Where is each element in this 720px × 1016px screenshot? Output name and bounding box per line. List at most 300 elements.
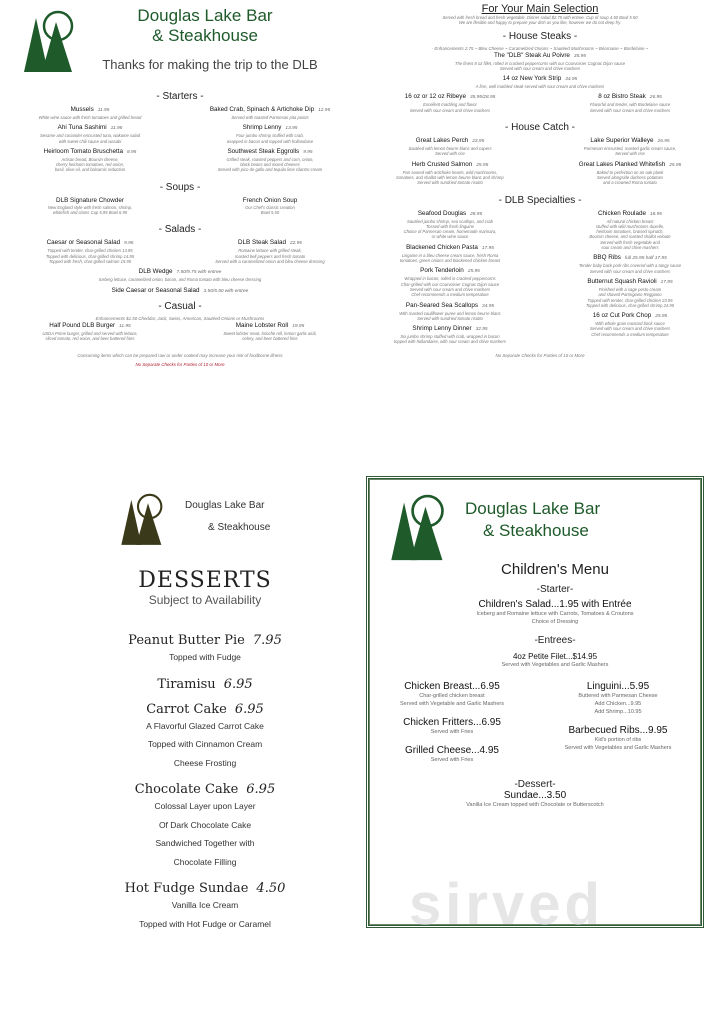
pine-trees-logo-icon — [387, 491, 451, 563]
item-row — [0, 197, 360, 220]
item-title — [0, 124, 180, 133]
intro-line: We are flexible and happy to prepare your dish as you like, however we do not deep fry. — [458, 20, 622, 26]
item-name: DLB Signature Chowder — [56, 196, 124, 204]
menu-item — [0, 239, 180, 264]
item-price: full 25.95 half 17.95 — [624, 256, 667, 262]
item-title — [360, 267, 540, 276]
item-description: Served with sundried tomato risotto — [417, 180, 483, 186]
item-row — [360, 161, 720, 190]
menu-item — [360, 244, 540, 264]
item-column — [180, 239, 360, 268]
section-heading: - Salads - — [158, 224, 202, 236]
item-title — [0, 287, 360, 296]
item-column — [540, 210, 720, 349]
menu-section — [360, 122, 720, 189]
pine-trees-logo-icon — [20, 8, 80, 74]
item-description: Chef recommends a medium temperature — [591, 331, 669, 337]
item-name: Barbecued Ribs...9.95 — [568, 725, 668, 736]
dessert-title — [90, 702, 320, 717]
item-description: and shaved Parmigiano Reggiano — [598, 292, 662, 298]
item-description: Kid's portion of ribs — [594, 737, 642, 743]
item-description: Served with toasted Parmesan pita points — [231, 115, 309, 120]
item-description: wrapped in bacon and topped with hollandaise — [226, 138, 314, 144]
item-name: Pan-Seared Sea Scallops — [405, 301, 479, 309]
item-description: Add Shrimp...10.95 — [594, 709, 642, 715]
item-description: or white wine sauce — [431, 234, 469, 240]
restaurant-name-line2: & Steakhouse — [208, 522, 271, 533]
item-title — [180, 239, 360, 248]
item-description: black beans and mixed cheeses — [240, 162, 300, 168]
item-column — [540, 137, 720, 161]
item-name: Herb Crusted Salmon — [411, 160, 473, 168]
menu-item — [0, 148, 180, 173]
item-description: with sweet chili sauce and wasabi — [58, 138, 122, 144]
dessert-price: 6.95 — [223, 676, 253, 692]
menu-section — [360, 31, 720, 117]
item-title — [540, 278, 720, 287]
item-title — [0, 239, 180, 248]
item-column — [0, 239, 180, 268]
item-description: Topped with tender, char-grilled chicken 23.95 — [587, 297, 673, 303]
item-title — [360, 210, 540, 219]
dessert-description: Vanilla Ice Cream — [171, 900, 239, 910]
item-price: 26.95 — [649, 95, 662, 101]
desserts-heading: DESSERTS — [138, 568, 272, 593]
childrens-menu-page — [366, 476, 704, 937]
item-description: A firm, well marbled steak served with sour cream and chive mashers — [475, 84, 605, 90]
item-price: 34.95 — [482, 303, 495, 309]
dessert-item — [90, 702, 320, 773]
menu-item — [0, 106, 180, 120]
menu-section — [0, 91, 360, 177]
item-description: roasted bell peppers and fresh tomato — [234, 253, 306, 259]
item-description: Vanilla Ice Cream topped with Chocolate or Butterscotch — [466, 802, 604, 808]
watermark: sirved — [409, 872, 604, 937]
item-title — [360, 325, 540, 334]
item-description: Topped with delicious, char-grilled shrimp 24.95 — [585, 302, 675, 308]
item-name: Chicken Breast...6.95 — [404, 681, 500, 692]
item-description: Sesame and coriander encrusted tuna, wakame salad — [39, 133, 141, 139]
item-description: Served with sour cream and chive mashers — [589, 107, 671, 113]
item-price: 17.95 — [481, 245, 494, 251]
item-price: 25.95 — [655, 314, 668, 320]
menu-item — [0, 268, 360, 282]
item-description: Pan seared with artichoke hearts, wild mushrooms, — [402, 169, 498, 175]
item-row — [360, 93, 720, 117]
item-description: Sautéed with lemon beurre blanc and capers — [408, 146, 492, 152]
item-name: Heirloom Tomato Bruschetta — [43, 147, 123, 155]
menu-item — [180, 322, 360, 342]
item-price: 22.95 — [289, 241, 302, 247]
item-name: Blackened Chicken Pasta — [406, 243, 478, 251]
item-column — [0, 106, 180, 124]
item-title — [0, 148, 180, 157]
item-price: 26.95 — [657, 139, 670, 145]
restaurant-name: Douglas Lake Bar — [137, 6, 273, 25]
item-description: celery, and beer battered fries — [242, 335, 298, 341]
item-price: 35.95 — [573, 53, 586, 59]
main-menu-left-page — [0, 0, 360, 368]
item-name: Chicken Fritters...6.95 — [403, 717, 501, 728]
item-description: Flavorful and tender, with Bordelaise sauce — [589, 102, 671, 108]
section-note: Enhancements $1.50 Cheddar, Jack, Swiss, American, Sautéed Onions or Mushrooms — [95, 315, 265, 321]
menu-section — [360, 195, 720, 349]
main-selection-title: For Your Main Selection — [481, 3, 599, 15]
item-name: BBQ Ribs — [593, 254, 621, 262]
menu-item — [360, 267, 540, 297]
item-description: Grilled steak, roasted peppers and corn, onion, — [226, 156, 314, 162]
menu-item — [360, 161, 540, 186]
item-description: All natural chicken breast — [606, 218, 654, 224]
item-description: Served with Vegetables and Garlic Mashers — [564, 745, 672, 751]
item-name: 14 oz New York Strip — [502, 75, 562, 83]
item-description: Served with Vegetable and Garlic Mashers — [400, 701, 504, 707]
item-title — [0, 106, 180, 115]
item-row — [0, 322, 360, 346]
kids-menu-item — [369, 717, 535, 736]
item-column — [540, 161, 720, 190]
dessert-name: Hot Fudge Sundae — [124, 881, 249, 896]
item-description: New England style with fresh salmon, shrimp, — [47, 204, 133, 210]
item-column — [180, 197, 360, 220]
item-description: Tossed with fresh linguine — [425, 223, 475, 229]
main-menu-right-page — [360, 0, 720, 359]
item-name: 16 oz Cut Pork Chop — [592, 312, 652, 320]
item-description: Topped with fresh, char-grilled salmon 15.95 — [48, 258, 132, 264]
dessert-price: 4.50 — [256, 881, 286, 896]
item-title — [360, 75, 720, 84]
menu-item — [540, 137, 720, 157]
item-name: The "DLB" Steak Au Poivre — [494, 51, 570, 59]
item-column — [180, 124, 360, 148]
menu-sections — [360, 31, 720, 349]
dessert-item — [90, 881, 320, 933]
menu-item — [360, 210, 540, 240]
item-name: Pork Tenderloin — [420, 267, 464, 275]
item-column — [0, 148, 180, 177]
item-description: Served with sour cream and chive mashers — [409, 107, 491, 113]
menu-item — [360, 93, 540, 113]
section-heading: - House Catch - — [504, 122, 576, 134]
item-description: Choice of Dressing — [531, 619, 579, 625]
item-description: Iceberg lettuce, caramelized onion, bacon, and Roma tomato with bleu cheese dressing — [98, 277, 262, 283]
item-price: 23.95 — [472, 139, 485, 145]
item-description: tomatoes, green onions and blackened chicken breast — [399, 258, 501, 264]
item-description: Excellent marbling and flavor — [423, 102, 477, 108]
dessert-menu-page — [90, 480, 320, 933]
dessert-price: 7.95 — [252, 633, 282, 648]
item-price: 11.95 — [97, 108, 110, 113]
menu-item — [0, 124, 180, 144]
item-column — [360, 93, 540, 117]
item-name: Butternut Squash Ravioli — [587, 277, 657, 285]
item-price: 19.95 — [292, 323, 305, 329]
item-title — [360, 161, 540, 170]
item-description: Parmesan encrusted, roasted garlic cream sauce, — [583, 146, 677, 152]
item-description: Our Chef's classic creation — [245, 204, 295, 210]
section-heading: - Soups - — [159, 181, 201, 193]
item-name: Chicken Roulade — [598, 209, 646, 217]
item-description: Topped with tender, char-grilled chicken 13.95 — [47, 248, 133, 254]
item-description: tomatoes, and shallot with lemon beurre blanc and shrimp — [396, 174, 504, 180]
menu-item — [0, 287, 360, 296]
section-heading: - Casual - — [158, 300, 202, 312]
menu-section — [0, 182, 360, 220]
item-title — [540, 161, 720, 170]
item-name: Grilled Cheese...4.95 — [405, 745, 499, 756]
item-price: 28.95 — [470, 211, 483, 217]
item-name: Caesar or Seasonal Salad — [46, 239, 121, 247]
item-description: Served with rice — [615, 151, 645, 157]
item-column — [360, 210, 540, 349]
item-name: French Onion Soup — [242, 196, 298, 204]
entrees-left-column — [369, 681, 535, 773]
item-description: Linguine in a bleu cheese cream sauce, fresh Roma — [401, 252, 499, 258]
menu-item — [180, 239, 360, 264]
item-description: Sweet lobster meat, brioche roll, lemon garlic aioli, — [223, 330, 317, 336]
item-price: 8.95 — [127, 149, 137, 155]
item-price: 11.95 — [119, 323, 131, 329]
item-description: Char-grilled with our Courvoisier Cognac Dijon sauce — [400, 281, 500, 287]
item-title — [360, 244, 540, 253]
menu-item — [360, 302, 540, 322]
item-description: With whole grain mustard bock sauce — [595, 321, 665, 327]
item-description: Wrapped in bacon, rolled in cracked peppercorns — [404, 276, 496, 282]
item-name: Sundae...3.50 — [503, 790, 567, 801]
item-title — [540, 312, 720, 321]
item-description: Served with sour cream and chive mashers — [589, 326, 671, 332]
dessert-description: Sandwiched Together with — [155, 838, 255, 848]
dessert-title — [90, 633, 320, 648]
item-description: Choice of Parmesan cream, homemade marinara, — [403, 229, 497, 235]
childrens-menu-title: Children's Menu — [501, 561, 609, 578]
item-description: Tender baby back pork ribs covered with a tangy sauce — [578, 263, 682, 269]
item-title — [180, 124, 360, 133]
item-description: Artisan bread, Boursin cheese, — [61, 156, 119, 162]
dessert-name: Carrot Cake — [146, 701, 227, 717]
menu-item — [0, 197, 180, 216]
item-description: Served with sour cream and chive mashers — [589, 268, 671, 274]
item-name: Mussels — [70, 106, 94, 113]
item-title — [0, 268, 360, 277]
item-name: Seafood Douglas — [417, 209, 467, 217]
dessert-description: Cheese Frosting — [173, 757, 237, 768]
menu-item — [360, 75, 720, 89]
item-column — [0, 322, 180, 346]
item-name: Children's Salad...1.95 with Entrée — [478, 599, 632, 610]
menu-sections — [0, 91, 360, 345]
separate-checks-notice: No Separate Checks for Parties of 10 or More — [135, 362, 225, 368]
item-row — [0, 106, 360, 124]
item-description: cherry heirloom tomatoes, red onion, — [55, 162, 125, 168]
item-title — [180, 148, 360, 157]
item-title — [360, 302, 540, 311]
item-title — [540, 137, 720, 146]
item-description: Served with pico de gallo and tequila lime cilantro cream — [217, 167, 323, 173]
item-description: sliced tomato, red onion, and beer battered fries — [45, 335, 135, 341]
item-price: 13.95 — [285, 126, 298, 132]
item-name: Baked Crab, Spinach & Artichoke Dip — [209, 106, 315, 113]
item-description: Six jumbo shrimp stuffed with crab, wrapped in bacon — [400, 334, 500, 340]
item-description: Finished with a sage pesto cream — [598, 286, 662, 292]
item-description: Romaine lettuce with grilled steak, — [238, 248, 302, 254]
item-description: stuffed with wild mushrooms duxelle, — [595, 223, 665, 229]
item-price: 9.95 — [303, 149, 313, 155]
item-price: 25.95 — [476, 162, 489, 168]
item-title — [360, 93, 540, 102]
dessert-name: Tiramisu — [157, 676, 216, 692]
section-heading: - Starters - — [156, 91, 204, 102]
dessert-list — [90, 633, 320, 933]
item-description: Baked to perfection on an oak plank — [596, 169, 664, 175]
item-column — [360, 137, 540, 161]
item-name: Southwest Steak Eggrolls — [227, 147, 300, 155]
menu-item — [540, 93, 720, 113]
item-row — [360, 137, 720, 161]
item-name: Great Lakes Perch — [415, 137, 469, 145]
item-row — [0, 239, 360, 268]
item-price: 32.95 — [475, 327, 488, 333]
item-name: Linguini...5.95 — [586, 681, 650, 692]
item-price: 12.95 — [318, 108, 331, 113]
item-description: Served with sour cream and chive mashers — [499, 65, 581, 71]
kids-menu-item — [369, 681, 535, 708]
item-title — [180, 197, 360, 205]
menu-section — [0, 301, 360, 346]
dessert-item — [90, 633, 320, 667]
menu-item — [180, 124, 360, 144]
item-description: Served with rice — [435, 151, 465, 157]
item-name: Shrimp Lenny Dinner — [412, 325, 472, 333]
item-description: Served with fresh vegetable and — [600, 239, 660, 245]
item-description: Bowl 5.50 — [260, 210, 280, 216]
item-title — [360, 52, 720, 61]
item-row — [0, 148, 360, 177]
item-description: Served with sour cream and chive mashers — [409, 286, 491, 292]
item-column — [0, 197, 180, 220]
item-column — [180, 322, 360, 346]
dessert-price: 6.95 — [234, 701, 264, 717]
separate-checks-notice: No Separate Checks for Parties of 10 or More — [495, 352, 585, 358]
item-price: 17.95 — [660, 279, 673, 285]
dessert-heading: -Dessert- — [514, 779, 556, 790]
restaurant-name: Douglas Lake Bar — [185, 500, 265, 511]
dessert-description: Topped with Fudge — [169, 652, 241, 662]
item-description: Served with sundried tomato risotto — [417, 315, 483, 321]
item-column — [360, 161, 540, 190]
menu-item — [0, 322, 180, 342]
item-name: DLB Steak Salad — [238, 239, 286, 247]
item-title — [540, 254, 720, 263]
menu-item — [180, 148, 360, 173]
item-name: Maine Lobster Roll — [235, 321, 289, 329]
item-description: Chef recommends a medium temperature — [411, 292, 489, 298]
dessert-name: Peanut Butter Pie — [128, 633, 245, 648]
dessert-price: 6.95 — [246, 782, 276, 797]
pine-trees-logo-icon — [118, 490, 168, 548]
dessert-description: Colossal Layer upon Layer — [154, 801, 256, 811]
menu-section — [0, 224, 360, 295]
menu-item — [540, 278, 720, 308]
item-price: 34.95 — [565, 77, 578, 83]
desserts-subheading: Subject to Availability — [148, 593, 262, 607]
dessert-description: Topped with Cinnamon Cream — [147, 739, 263, 749]
item-price: 7.50/9.75 with entree — [176, 270, 222, 276]
item-price: 25.95 — [669, 162, 682, 168]
item-description: Sautéed jumbo shrimp, sea scallops, and crab — [407, 218, 493, 224]
item-column — [540, 93, 720, 117]
dessert-description: Of Dark Chocolate Cake — [158, 819, 252, 830]
item-description: Char-grilled chicken breast — [419, 693, 485, 699]
dessert-name: Chocolate Cake — [134, 782, 239, 797]
item-description: Served alongside duchess potatoes — [596, 174, 664, 180]
tagline: Thanks for making the trip to the DLB — [102, 57, 318, 72]
item-name: DLB Wedge — [138, 268, 173, 276]
kids-menu-item — [535, 725, 701, 752]
item-price: 25.95 — [467, 269, 480, 275]
item-description: Add Chicken...9.95 — [594, 701, 642, 707]
item-description: Served with a caramelized onion and bleu cheese dressing — [215, 258, 325, 264]
item-description: and a crowned Roma tomato — [603, 180, 657, 186]
item-description: With roasted cauliflower puree and lemon beurre blanc — [399, 310, 501, 316]
item-column — [180, 148, 360, 177]
restaurant-name: Douglas Lake Bar — [465, 499, 601, 518]
item-description: Served with Vegetables and Garlic Mashers — [501, 662, 609, 668]
menu-item — [180, 106, 360, 120]
starter-heading: -Starter- — [536, 584, 574, 595]
item-name: Great Lakes Planked Whitefish — [578, 160, 666, 168]
dessert-description: A Flavorful Glazed Carrot Cake — [146, 720, 264, 731]
item-title — [180, 322, 360, 331]
item-description: White wine sauce with fresh tomatoes and grilled bread — [38, 115, 142, 120]
item-name: Ahi Tuna Sashimi — [57, 124, 107, 132]
item-description: Topped with delicious, char-grilled shrimp 14.95 — [45, 253, 135, 259]
item-price: 3.50/5.50 with entree — [203, 288, 249, 294]
section-heading: - DLB Specialties - — [498, 194, 582, 206]
dessert-title — [90, 881, 320, 896]
section-note: - Enhancements 2.75 ~ Bleu Cheese ~ Caramelized Onions ~ Sautéed Mushrooms ~ Béarnaise ~ Bordelaise ~ — [431, 45, 649, 51]
item-description: whitefish and clams Cup 5.95 Bowl 6.95 — [52, 210, 128, 216]
item-row — [360, 210, 720, 349]
dessert-description: Topped with Hot Fudge or Caramel — [139, 918, 271, 929]
intro-line: Served with fresh bread and fresh vegetable. Dinner salad $2.75 with entree. Cup of soup 4.50 Bowl 5.50 — [442, 15, 638, 20]
menu-item — [540, 210, 720, 251]
item-description: Served with Fries — [430, 729, 474, 735]
item-description: Iceberg and Romaine lettuce with Carrots, Tomatoes & Croutons — [476, 611, 634, 617]
item-description: Served with Fries — [430, 757, 474, 763]
dessert-item — [90, 782, 320, 871]
restaurant-name-line2: & Steakhouse — [483, 521, 589, 540]
kids-menu-item — [535, 681, 701, 716]
item-name: 4oz Petite Filet...$14.95 — [512, 652, 598, 661]
item-name: Shrimp Lenny — [242, 124, 282, 132]
item-description: The finest 8 oz fillet, rolled in cracked peppercorns with our Courvoisier Cognac Dijon sauce — [454, 60, 626, 66]
dessert-title — [90, 677, 320, 692]
item-name: Side Caesar or Seasonal Salad — [111, 286, 200, 294]
item-description: basil, olive oil, and balsamic reduction — [54, 167, 126, 173]
item-description: Boursin cheese, and roasted shallot veloute — [589, 234, 671, 240]
menu-item — [540, 254, 720, 274]
item-description: topped with hollandaise, with sour cream and chive mashers — [394, 339, 506, 345]
item-description: sour cream and chive mashers — [601, 245, 659, 251]
restaurant-name-line2: & Steakhouse — [152, 26, 258, 45]
item-name: Lake Superior Walleye — [590, 137, 654, 145]
item-name: 16 oz or 12 oz Ribeye — [404, 93, 466, 101]
dessert-title — [90, 782, 320, 797]
item-description: heirloom tomatoes, braised spinach, — [596, 229, 664, 235]
menu-item — [360, 325, 540, 345]
entrees-heading: -Entrees- — [534, 635, 576, 646]
